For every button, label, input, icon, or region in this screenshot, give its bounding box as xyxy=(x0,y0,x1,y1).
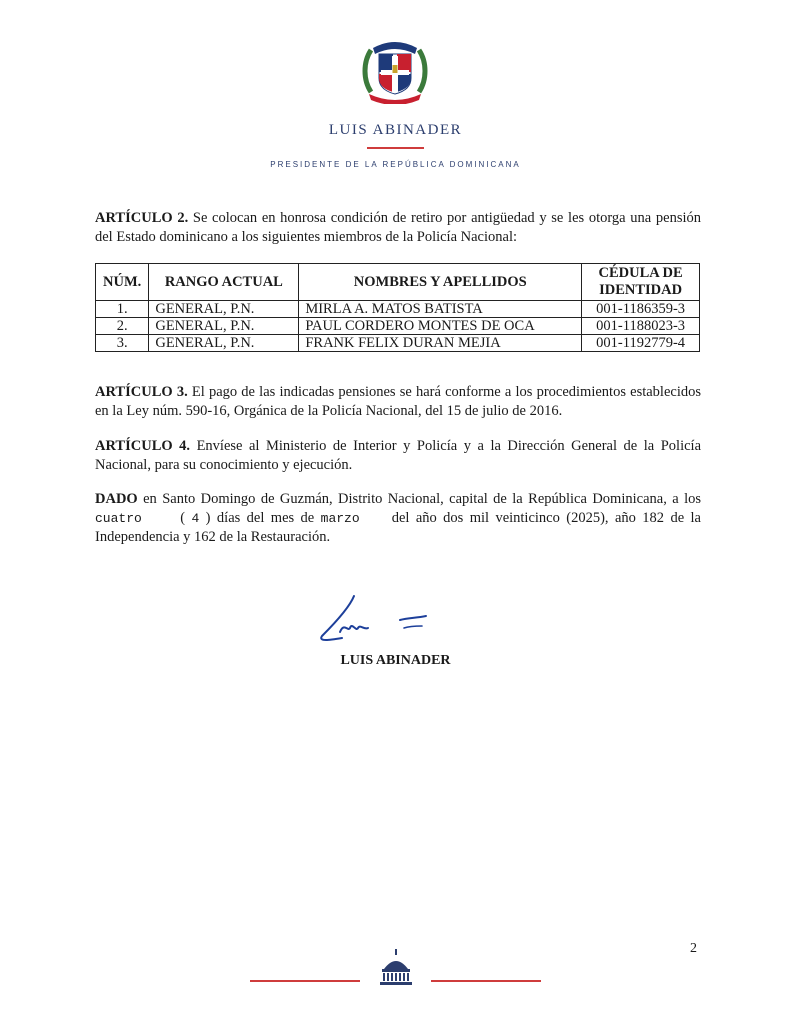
article-4 xyxy=(95,437,701,475)
national-palace-dome-icon xyxy=(376,947,416,987)
article-2-text: Se colocan en honrosa condición de retiro por antigüedad y se les otorga una pensión del Estado dominicano a los siguientes miembros de la Policía Nacional: xyxy=(95,210,702,245)
header-name-col: NOMBRES Y APELLIDOS xyxy=(299,264,582,301)
dado-prefix: a los xyxy=(672,491,701,507)
coat-of-arms-emblem xyxy=(361,34,429,104)
row-rank: GENERAL, P.N. xyxy=(149,301,299,318)
header-id: CÉDULA DE IDENTIDAD xyxy=(582,264,700,301)
row-num: 2. xyxy=(96,318,149,335)
row-id: 001-1186359-3 xyxy=(582,301,700,318)
row-name: MIRLA A. MATOS BATISTA xyxy=(299,301,582,318)
footer-rule-right xyxy=(431,980,541,982)
dado-label: DADO xyxy=(95,491,138,507)
row-id: 001-1192779-4 xyxy=(582,335,700,352)
header-divider xyxy=(367,147,424,149)
signer-name: LUIS ABINADER xyxy=(340,653,451,668)
footer-rule-left xyxy=(250,980,360,982)
header-rank: RANGO ACTUAL xyxy=(149,264,299,301)
header-num: NÚM. xyxy=(96,264,149,301)
handwritten-signature xyxy=(312,592,432,644)
table-row xyxy=(96,318,700,335)
article-3-label: ARTÍCULO 3. xyxy=(95,384,188,400)
dado-month: marzo xyxy=(320,511,360,526)
dado-day-number: 4 xyxy=(191,511,200,526)
article-4-text: Envíese al Ministerio de Interior y Policía y a la Dirección General de la Policía Nacional, para su conocimiento y ejecución. xyxy=(95,438,702,473)
table-header-row xyxy=(96,264,700,301)
row-rank: GENERAL, P.N. xyxy=(149,335,299,352)
dado-paragraph: DADO en Santo Domingo de Guzmán, Distrito Nacional, capital de la República Dominicana, a los cuatro ( 4 ) días del mes de marzo del año dos mil veinticinco (2025), año 182 de la Independencia y 162 de la Restauración. xyxy=(95,491,701,545)
article-2 xyxy=(95,209,701,247)
row-id: 001-1188023-3 xyxy=(582,318,700,335)
dado-text-2: del año dos mil veinticinco (2025), año 182 de la Independencia y 162 de la Restauración. xyxy=(95,510,701,545)
page-number: 2 xyxy=(690,941,697,956)
dado-mid: días del mes de xyxy=(210,510,321,526)
row-name: PAUL CORDERO MONTES DE OCA xyxy=(299,318,582,335)
row-num: 1. xyxy=(96,301,149,318)
dado-day-words: cuatro xyxy=(95,511,142,526)
article-4-label: ARTÍCULO 4. xyxy=(95,438,191,454)
table-row xyxy=(96,335,700,352)
header-title: PRESIDENTE DE LA REPÚBLICA DOMINICANA xyxy=(270,160,521,169)
row-name: FRANK FELIX DURAN MEJIA xyxy=(299,335,582,352)
article-2-label: ARTÍCULO 2. xyxy=(95,210,189,226)
article-3 xyxy=(95,383,701,421)
table-row xyxy=(96,301,700,318)
row-num: 3. xyxy=(96,335,149,352)
row-rank: GENERAL, P.N. xyxy=(149,318,299,335)
pension-table xyxy=(95,263,700,352)
header-name: LUIS ABINADER xyxy=(328,122,463,138)
article-3-text: El pago de las indicadas pensiones se hará conforme a los procedimientos establecidos en la Ley núm. 590-16, Orgánica de la Policía Nacional, del 15 de julio de 2016. xyxy=(95,384,702,419)
dado-text-1: en Santo Domingo de Guzmán, Distrito Nacional, capital de la República Dominicana, xyxy=(137,491,673,507)
